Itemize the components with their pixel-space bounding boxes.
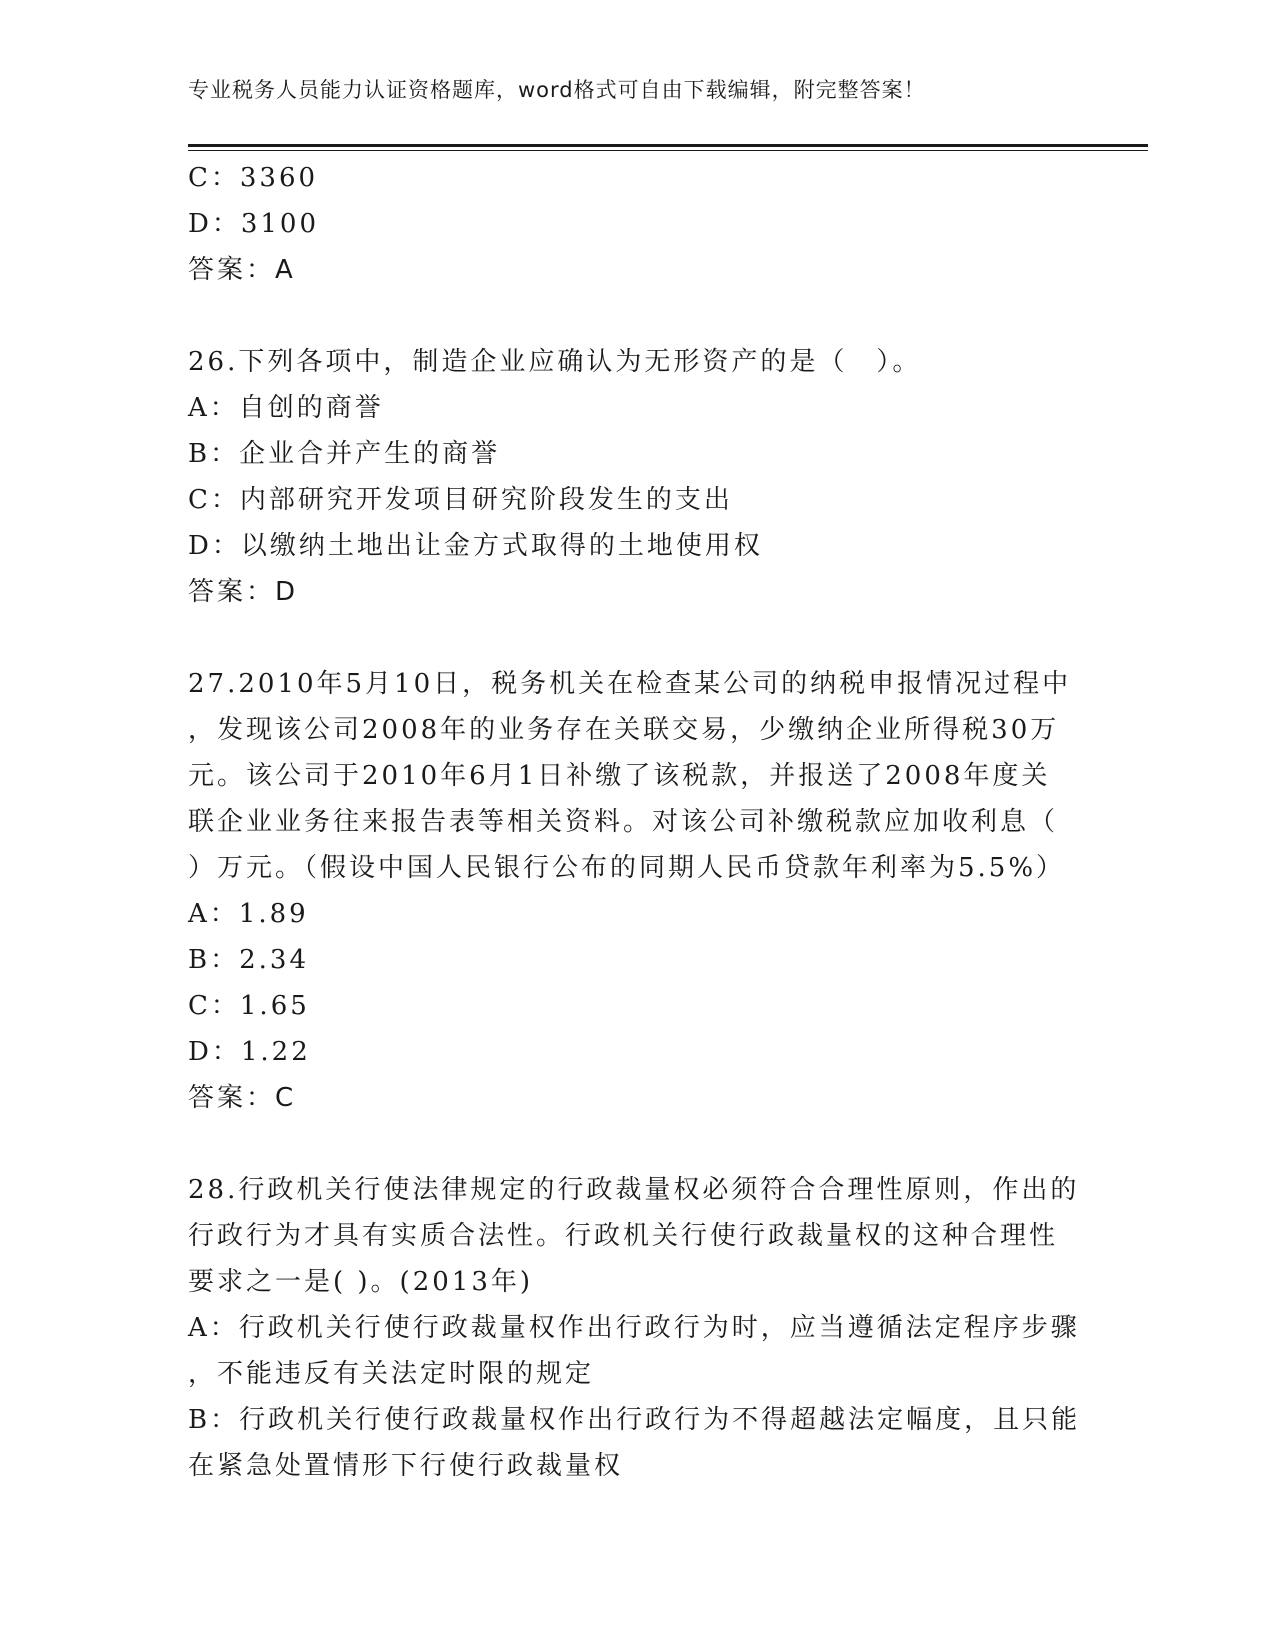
q26-option-b: B：企业合并产生的商誉 bbox=[188, 439, 501, 469]
q27-option-c: C：1.65 bbox=[188, 991, 310, 1021]
q28-option-a-line: ，不能违反有关法定时限的规定 bbox=[188, 1359, 595, 1389]
q28-stem-line: 要求之一是( )。(2013年) bbox=[188, 1267, 534, 1297]
page-header: 专业税务人员能力认证资格题库，word格式可自由下载编辑，附完整答案！ bbox=[188, 78, 926, 102]
spacer bbox=[188, 293, 1088, 339]
q27-option-b: B：2.34 bbox=[188, 945, 309, 975]
q26-stem: 26.下列各项中，制造企业应确认为无形资产的是（ ）。 bbox=[188, 347, 922, 377]
header-rule-thin bbox=[188, 150, 1148, 151]
q25-answer: 答案：A bbox=[188, 255, 296, 285]
question-content bbox=[188, 155, 1088, 1489]
q27-stem-line: ）万元。（假设中国人民银行公布的同期人民币贷款年利率为5.5%） bbox=[188, 853, 1066, 883]
q28-option-a-line: A：行政机关行使行政裁量权作出行政行为时，应当遵循法定程序步骤 bbox=[188, 1313, 1080, 1343]
q28-option-b-line: 在紧急处置情形下行使行政裁量权 bbox=[188, 1451, 624, 1481]
q27-option-a: A：1.89 bbox=[188, 899, 309, 929]
q26-answer: 答案：D bbox=[188, 577, 299, 607]
q25-option-d: D：3100 bbox=[188, 209, 320, 239]
q27-stem-line: 27.2010年5月10日，税务机关在检查某公司的纳税申报情况过程中 bbox=[188, 669, 1072, 699]
q26-option-c: C：内部研究开发项目研究阶段发生的支出 bbox=[188, 485, 733, 515]
header-rule-thick bbox=[188, 144, 1148, 147]
q27-option-d: D：1.22 bbox=[188, 1037, 311, 1067]
q28-option-b-line: B：行政机关行使行政裁量权作出行政行为不得超越法定幅度，且只能 bbox=[188, 1405, 1081, 1435]
q27-stem-line: 元。该公司于2010年6月1日补缴了该税款，并报送了2008年度关 bbox=[188, 761, 1051, 791]
q28-stem-line: 行政行为才具有实质合法性。行政机关行使行政裁量权的这种合理性 bbox=[188, 1221, 1059, 1251]
q28-stem-line: 28.行政机关行使法律规定的行政裁量权必须符合合理性原则，作出的 bbox=[188, 1175, 1080, 1205]
q27-answer: 答案：C bbox=[188, 1083, 297, 1113]
spacer bbox=[188, 1121, 1088, 1167]
q27-stem-line: ，发现该公司2008年的业务存在关联交易，少缴纳企业所得税30万 bbox=[188, 715, 1060, 745]
q27-stem-line: 联企业业务往来报告表等相关资料。对该公司补缴税款应加收利息（ bbox=[188, 807, 1059, 837]
spacer bbox=[188, 615, 1088, 661]
q25-option-c: C：3360 bbox=[188, 163, 319, 193]
q26-option-d: D：以缴纳土地出让金方式取得的土地使用权 bbox=[188, 531, 763, 561]
q26-option-a: A：自创的商誉 bbox=[188, 393, 384, 423]
